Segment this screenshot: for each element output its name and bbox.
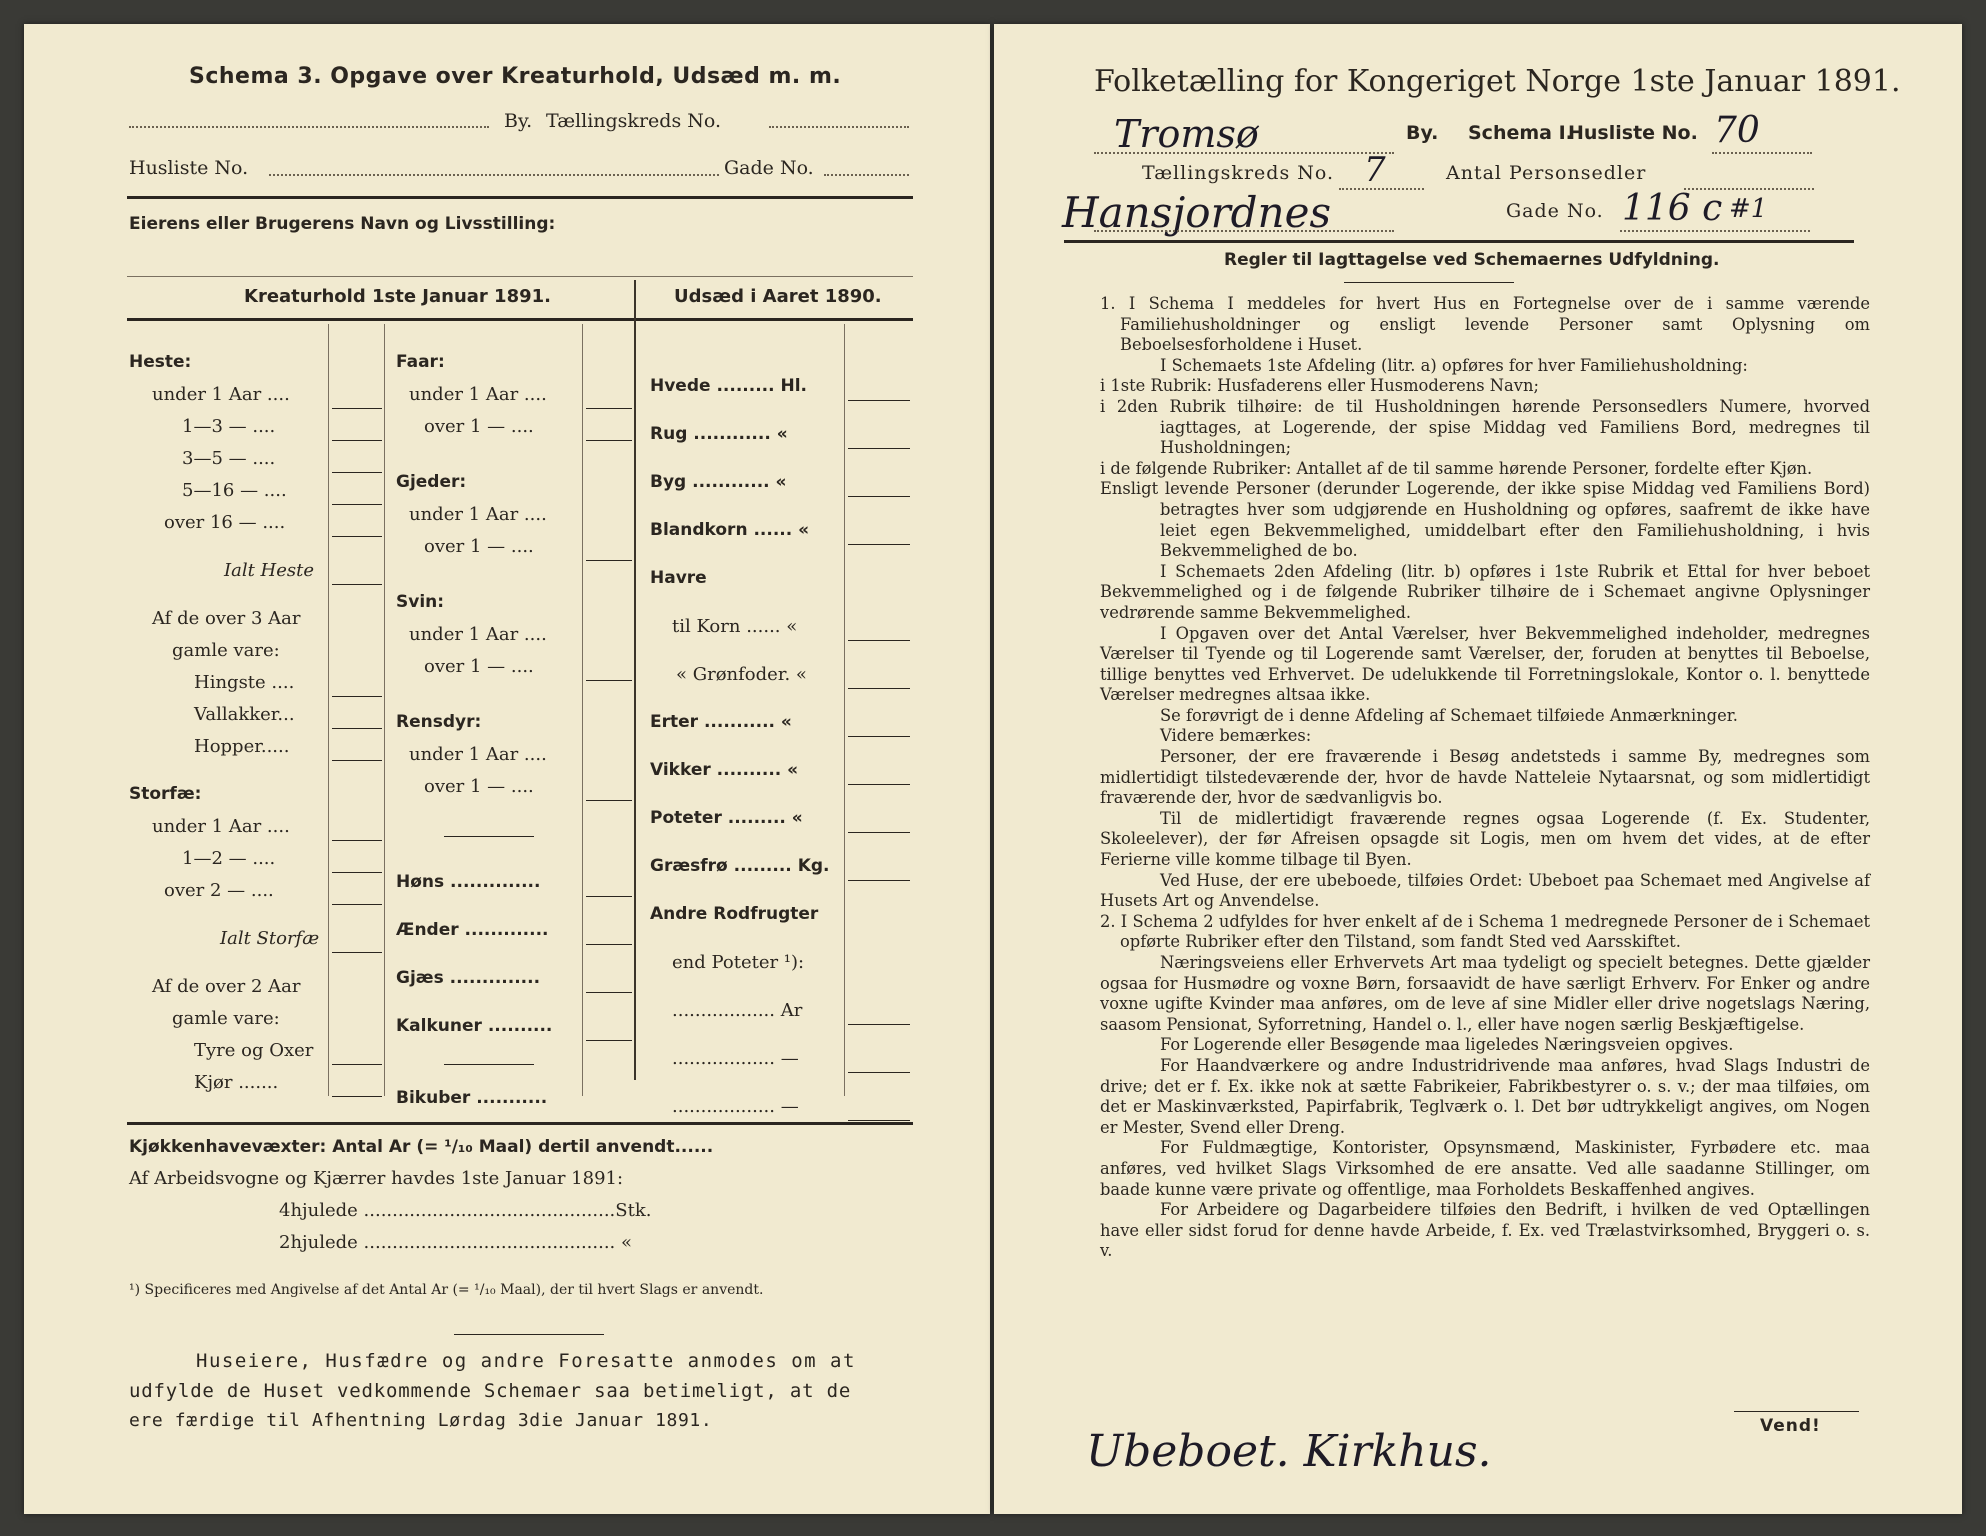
- closing-line-2: udfylde de Huset vedkommende Schemaer saa betimeligt, at de: [129, 1380, 852, 1402]
- col2-row: Bikuber ...........: [396, 1088, 548, 1108]
- col2-row: over 1 — ....: [424, 776, 534, 797]
- rule-paragraph: Se forøvrigt de i denne Afdeling af Schemaet tilføiede Anmærkninger.: [1160, 705, 1738, 725]
- rule-paragraph: For Arbeidere og Dagarbeidere tilføies den Bedrift, i hvilken de ved Optællingen have eller sidst forud for denne havde Arbeide, f. Ex. ved Trælastvirksomhed, Bryggeri o. s. v.: [1100, 1200, 1870, 1261]
- udsaed-header: Udsæd i Aaret 1890.: [674, 286, 882, 307]
- rule-paragraph: Ensligt levende Personer (derunder Logerende, der ikke spise Middag ved Familiens Bord) betragtes hver som udgjørende en Husholdning og opføres, saafremt de ikke have leiet egen Bekvemmelighed, umiddelbart efter den Familiehusholdning, i hvis Bekvemmelighed de bo.: [1100, 479, 1870, 561]
- col3-row: til Korn ...... «: [672, 616, 798, 637]
- col2-row: under 1 Aar ....: [409, 504, 547, 525]
- col1-row: Hingste ....: [194, 672, 295, 693]
- rule-paragraph: For Fuldmægtige, Kontorister, Opsynsmænd, Maskinister, Fyrbødere etc. maa anføres, ved hvilket Slags Virksomhed de ere ansatte. Ved alle saadanne Stillinger, om baade kunne være private og offentlige, maa Forholdets Beskaffenhed angives.: [1100, 1138, 1870, 1199]
- arbeidsvogne-line: [129, 1168, 623, 1189]
- gade-label: Gade No.: [1506, 200, 1604, 222]
- col1-row: 5—16 — ....: [182, 480, 287, 501]
- kreds-handwritten: 7: [1364, 150, 1386, 190]
- by-handwritten: Tromsø: [1114, 112, 1259, 156]
- col1-row: over 16 — ....: [164, 512, 286, 533]
- left-page: [24, 24, 990, 1514]
- col2-row: under 1 Aar ....: [409, 744, 547, 765]
- kreaturhold-header: Kreaturhold 1ste Januar 1891.: [244, 286, 551, 307]
- col1-row: Hopper.....: [194, 736, 290, 757]
- rule-paragraph: For Haandværkere og andre Industridrivende maa anføres, hvad Slags Industri de drive; det er f. Ex. ikke nok at sætte Fabrikeier, Fabrikbestyrer o. s. v.; der maa tilføies, om det er Maskinværksted, Papirfabrik, Teglværk o. l. Det bør udtrykkeligt angives, om Nogen er Mester, Svend eller Dreng.: [1100, 1055, 1870, 1137]
- kreds-label: Tællingskreds No.: [546, 110, 721, 132]
- kjokkenhave-line: [129, 1136, 713, 1157]
- hjul4-line: 4hjulede ............................................Stk.: [279, 1200, 652, 1221]
- col2-row: Høns ..............: [396, 872, 541, 892]
- footnote: ¹) Specificeres med Angivelse af det Antal Ar (= ¹/₁₀ Maal), der til hvert Slags er anvendt.: [129, 1282, 764, 1298]
- rule-paragraph: Ved Huse, der ere ubeboede, tilføies Ordet: Ubeboet paa Schemaet med Angivelse af Husets Art og Anvendelse.: [1100, 870, 1870, 911]
- gade-extra: #1: [1729, 194, 1768, 224]
- col2-row: Kalkuner ..........: [396, 1016, 553, 1036]
- signature-handwritten: Ubeboet. Kirkhus.: [1086, 1426, 1492, 1477]
- col2-row: under 1 Aar ....: [409, 624, 547, 645]
- col3-row: Andre Rodfrugter: [650, 904, 819, 924]
- col2-row: over 1 — ....: [424, 416, 534, 437]
- rules-text: [1100, 294, 1870, 1262]
- kreds-label: Tællingskreds No.: [1142, 162, 1334, 184]
- col3-row: Poteter ......... «: [650, 808, 803, 828]
- eier-label: Eierens eller Brugerens Navn og Livsstilling:: [129, 214, 556, 234]
- rensdyr-label: Rensdyr:: [396, 712, 482, 732]
- husliste-label: Husliste No.: [129, 157, 249, 179]
- rule-paragraph: 1. I Schema I meddeles for hvert Hus en Fortegnelse over de i samme værende Familiehusholdninger og ensligt levende Personer samt Oplysning om Beboelsesforholdene i Huset.: [1100, 294, 1870, 355]
- col3-row: .................. Ar: [672, 1000, 803, 1021]
- faar-label: Faar:: [396, 352, 445, 372]
- col2-row: Gjæs ..............: [396, 968, 541, 988]
- gade-handwritten: 116 c: [1622, 188, 1723, 229]
- col3-row: Byg ............ «: [650, 472, 787, 492]
- gjeder-label: Gjeder:: [396, 472, 467, 492]
- svin-label: Svin:: [396, 592, 445, 612]
- vend-label: Vend!: [1760, 1416, 1821, 1436]
- col2-row: over 1 — ....: [424, 656, 534, 677]
- street-handwritten: Hansjordnes: [1062, 188, 1332, 237]
- rule-paragraph: Videre bemærkes:: [1160, 726, 1312, 746]
- rule-paragraph: Til de midlertidigt fraværende regnes ogsaa Logerende (f. Ex. Studenter, Skoleelever), der før Afreisen opsagde sit Logis, men om hvem det vides, at de efter Ferierne ville komme tilbage til Byen.: [1100, 808, 1870, 870]
- heste-label: Heste:: [129, 352, 192, 372]
- ialt-heste: Ialt Heste: [224, 560, 315, 581]
- col3-row: Vikker .......... «: [650, 760, 799, 780]
- rule-paragraph: 2. I Schema 2 udfyldes for hver enkelt af de i Schema 1 medregnede Personer de i Schemaet opførte Rubriker efter den Tilstand, som fandt Sted ved Aarsskiftet.: [1100, 911, 1870, 952]
- rule-paragraph: i 2den Rubrik tilhøire: de til Husholdningen hørende Personsedlers Numere, hvorved iagttages, at Logerende, der spise Middag ved Familiens Bord, medregnes til Husholdningen;: [1100, 396, 1870, 458]
- col1-row: over 2 — ....: [164, 880, 274, 901]
- col3-row: « Grønfoder. «: [676, 664, 807, 685]
- rule-paragraph: For Logerende eller Besøgende maa ligeledes Næringsveien opgives.: [1160, 1035, 1734, 1055]
- col1-row: gamle vare:: [172, 1008, 280, 1029]
- col1-row: Vallakker...: [194, 704, 295, 725]
- closing-line-1: Huseiere, Husfædre og andre Foresatte anmodes om at: [196, 1350, 856, 1372]
- col1-row: under 1 Aar ....: [152, 816, 290, 837]
- rule-paragraph: Næringsveiens eller Erhvervets Art maa tydeligt og specielt betegnes. Dette gjælder ogsaa for Husmødre og voxne Børn, forsaavidt de have særligt Erhverv. For Enker og andre voxne ugifte Kvinder maa anføres, om de leve af sine Midler eller drive nogetslags Næring, saasom Pensionat, Syforretning, Handel o. l., eller have nogen særlig Beskjæftigelse.: [1100, 953, 1870, 1034]
- husliste-label: Husliste No.: [1568, 122, 1698, 144]
- kjokkenhave-text: Kjøkkenhavevæxter: Antal Ar (= ¹/₁₀ Maal) dertil anvendt......: [129, 1137, 714, 1157]
- by-label: By.: [1406, 122, 1439, 144]
- rule-paragraph: I Schemaets 1ste Afdeling (litr. a) opføres for hver Familiehusholdning:: [1160, 355, 1748, 375]
- regler-title: Regler til Iagttagelse ved Schemaernes Udfyldning.: [1224, 250, 1720, 270]
- col1-row: 1—2 — ....: [182, 848, 276, 869]
- by-label: By.: [504, 110, 533, 132]
- col3-row: Blandkorn ...... «: [650, 520, 810, 540]
- schema-label: Schema I.: [1468, 122, 1573, 144]
- closing-line-3: ere færdige til Afhentning Lørdag 3die Januar 1891.: [129, 1410, 713, 1431]
- col3-row: Græsfrø ......... Kg.: [650, 856, 830, 876]
- schema3-title: Schema 3. Opgave over Kreaturhold, Udsæd m. m.: [189, 64, 842, 89]
- rule-paragraph: Personer, der ere fraværende i Besøg andetsteds i samme By, medregnes som midlertidigt tilstedeværende der, hvor de havde Natteleie Nytaarsnat, og som midlertidigt fraværende der, hvor de sædvanligvis bo.: [1100, 747, 1870, 808]
- col2-row: Ænder .............: [396, 920, 549, 940]
- col3-row: .................. —: [672, 1096, 799, 1117]
- rule-paragraph: i de følgende Rubriker: Antallet af de til samme hørende Personer, fordelte efter Kjøn.: [1100, 458, 1813, 478]
- col1-row: 1—3 — ....: [182, 416, 276, 437]
- rule-paragraph: I Opgaven over det Antal Værelser, hver Bekvemmelighed indeholder, medregnes Værelser til Tyende og til Logerende samt Værelser, der, foruden at benyttes til Beboelse, tillige benyttes ved Erhvervet. De udelukkende til Forretningslokale, Kontor o. l. benyttede Værelser medregnes altsaa ikke.: [1100, 623, 1870, 705]
- col2-row: under 1 Aar ....: [409, 384, 547, 405]
- gade-label: Gade No.: [724, 157, 814, 179]
- storfae-label: Storfæ:: [129, 784, 202, 804]
- census-title: Folketælling for Kongeriget Norge 1ste Januar 1891.: [1094, 64, 1901, 99]
- col1-row: under 1 Aar ....: [152, 384, 290, 405]
- col2-row: over 1 — ....: [424, 536, 534, 557]
- hjul2-line: 2hjulede ............................................ «: [279, 1232, 633, 1253]
- husliste-handwritten: 70: [1714, 110, 1760, 151]
- ialt-storfae: Ialt Storfæ: [220, 928, 320, 949]
- col3-row: .................. —: [672, 1048, 799, 1069]
- col3-row: Rug ............ «: [650, 424, 788, 444]
- arbeidsvogne-text: Af Arbeidsvogne og Kjærrer havdes 1ste Januar 1891:: [129, 1168, 624, 1189]
- antal-label: Antal Personsedler: [1446, 162, 1647, 184]
- rule-paragraph: I Schemaets 2den Afdeling (litr. b) opføres i 1ste Rubrik et Ettal for hver beboet Bekvemmelighed og i de følgende Rubriker tilhøire de i Schemaet angivne Oplysninger vedrørende samme Bekvemmelighed.: [1100, 561, 1870, 622]
- col3-row: Erter ........... «: [650, 712, 792, 732]
- col1-row: 3—5 — ....: [182, 448, 276, 469]
- col3-row: Hvede ......... Hl.: [650, 376, 808, 396]
- col1-row: Tyre og Oxer: [194, 1040, 314, 1061]
- col1-row: Af de over 3 Aar: [152, 608, 301, 629]
- col3-row: Havre: [650, 568, 707, 588]
- col3-row: end Poteter ¹):: [672, 952, 805, 973]
- right-page: [994, 24, 1962, 1514]
- col1-row: Kjør .......: [194, 1072, 279, 1093]
- rule-paragraph: i 1ste Rubrik: Husfaderens eller Husmoderens Navn;: [1100, 376, 1539, 396]
- col1-row: Af de over 2 Aar: [152, 976, 301, 997]
- col1-row: gamle vare:: [172, 640, 280, 661]
